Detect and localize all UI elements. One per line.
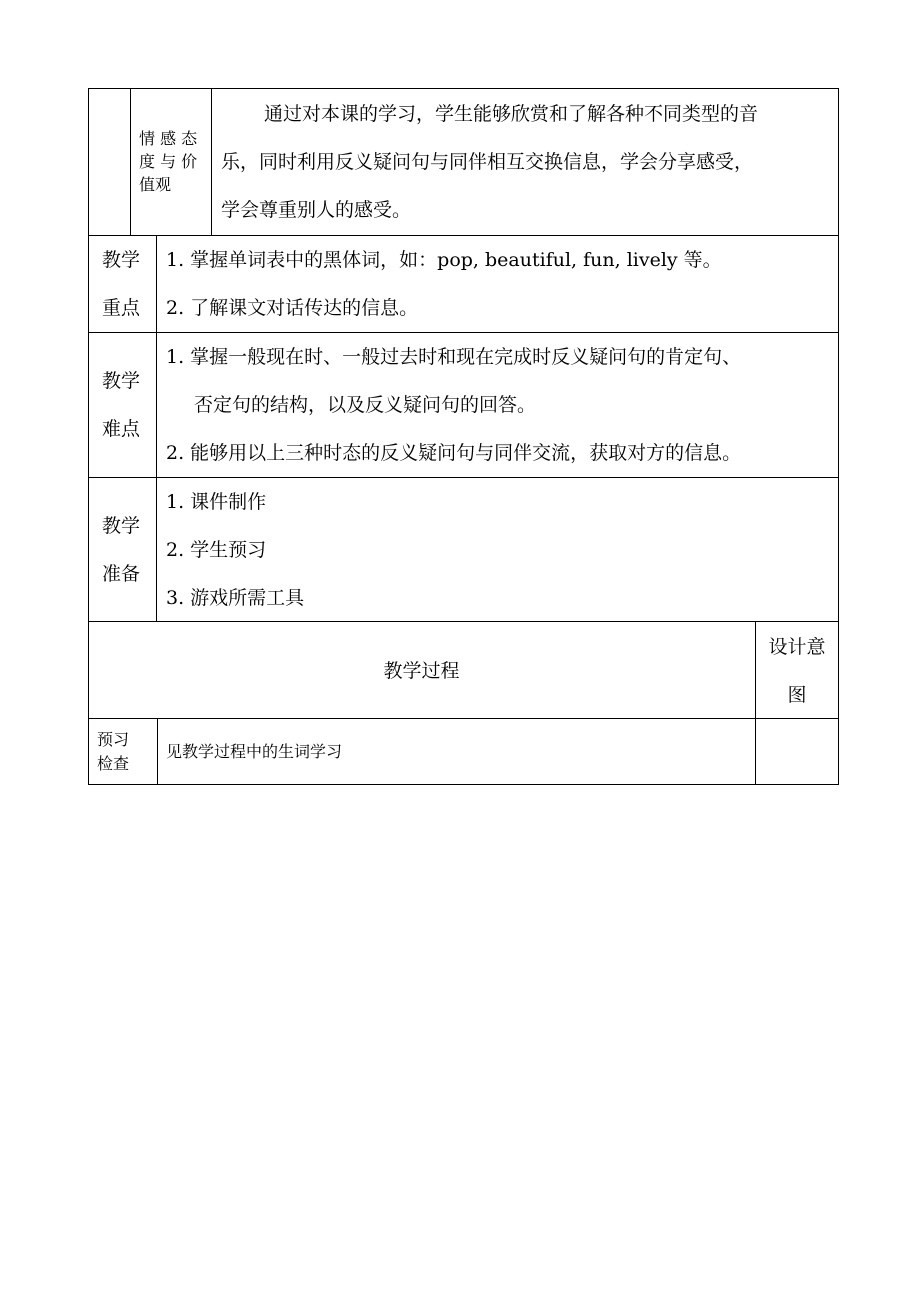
design-intent-line-2: 图 (787, 684, 807, 706)
key-point-item-1: 1. 掌握单词表中的黑体词，如：pop, beautiful, fun, lively 等。 (166, 249, 722, 271)
preparation-item-2: 2. 学生预习 (166, 539, 267, 561)
design-intent-line-1: 设计意 (768, 636, 826, 658)
preparation-item-3: 3. 游戏所需工具 (166, 587, 305, 609)
emotion-label-line-3: 值观 (139, 175, 172, 194)
preparation-label-line-2: 准备 (102, 563, 141, 585)
key-points-label-line-2: 重点 (102, 297, 141, 319)
row-divider-3 (88, 477, 839, 478)
emotion-label-line-1: 情 感 态 (139, 129, 198, 148)
key-point-item-2: 2. 了解课文对话传达的信息。 (166, 297, 419, 319)
table-border-right (838, 88, 839, 785)
key-points-label-line-1: 教学 (102, 249, 141, 271)
difficult-point-item-1: 1. 掌握一般现在时、一般过去时和现在完成时反义疑问句的肯定句、 (166, 346, 742, 368)
row-divider-1 (88, 235, 839, 236)
difficult-points-label-line-2: 难点 (102, 418, 141, 440)
difficult-point-item-1-cont: 否定句的结构，以及反义疑问句的回答。 (194, 394, 537, 416)
preview-label-divider (157, 718, 158, 785)
row-divider-5 (88, 718, 839, 719)
table-border-top (88, 88, 839, 89)
preview-text: 见教学过程中的生词学习 (166, 742, 343, 761)
label-column-divider (156, 235, 157, 622)
emotion-text-line-3: 学会尊重别人的感受。 (221, 199, 412, 221)
emotion-text-line-1: 通过对本课的学习，学生能够欣赏和了解各种不同类型的音 (264, 103, 759, 125)
preparation-label-line-1: 教学 (102, 515, 141, 537)
preview-label-line-2: 检查 (97, 754, 130, 773)
process-title: 教学过程 (383, 660, 460, 682)
preview-label-line-1: 预习 (97, 730, 130, 749)
difficult-points-label-line-1: 教学 (102, 370, 141, 392)
emotion-inner-divider-a (130, 88, 131, 236)
row-divider-4 (88, 621, 839, 622)
difficult-point-item-2: 2. 能够用以上三种时态的反义疑问句与同伴交流，获取对方的信息。 (166, 442, 742, 464)
emotion-text-line-2: 乐，同时利用反义疑问句与同伴相互交换信息，学会分享感受， (221, 151, 754, 173)
row-divider-2 (88, 332, 839, 333)
table-border-bottom (88, 784, 839, 785)
emotion-label-line-2: 度 与 价 (139, 152, 198, 171)
emotion-inner-divider-b (211, 88, 212, 236)
preparation-item-1: 1. 课件制作 (166, 491, 267, 513)
